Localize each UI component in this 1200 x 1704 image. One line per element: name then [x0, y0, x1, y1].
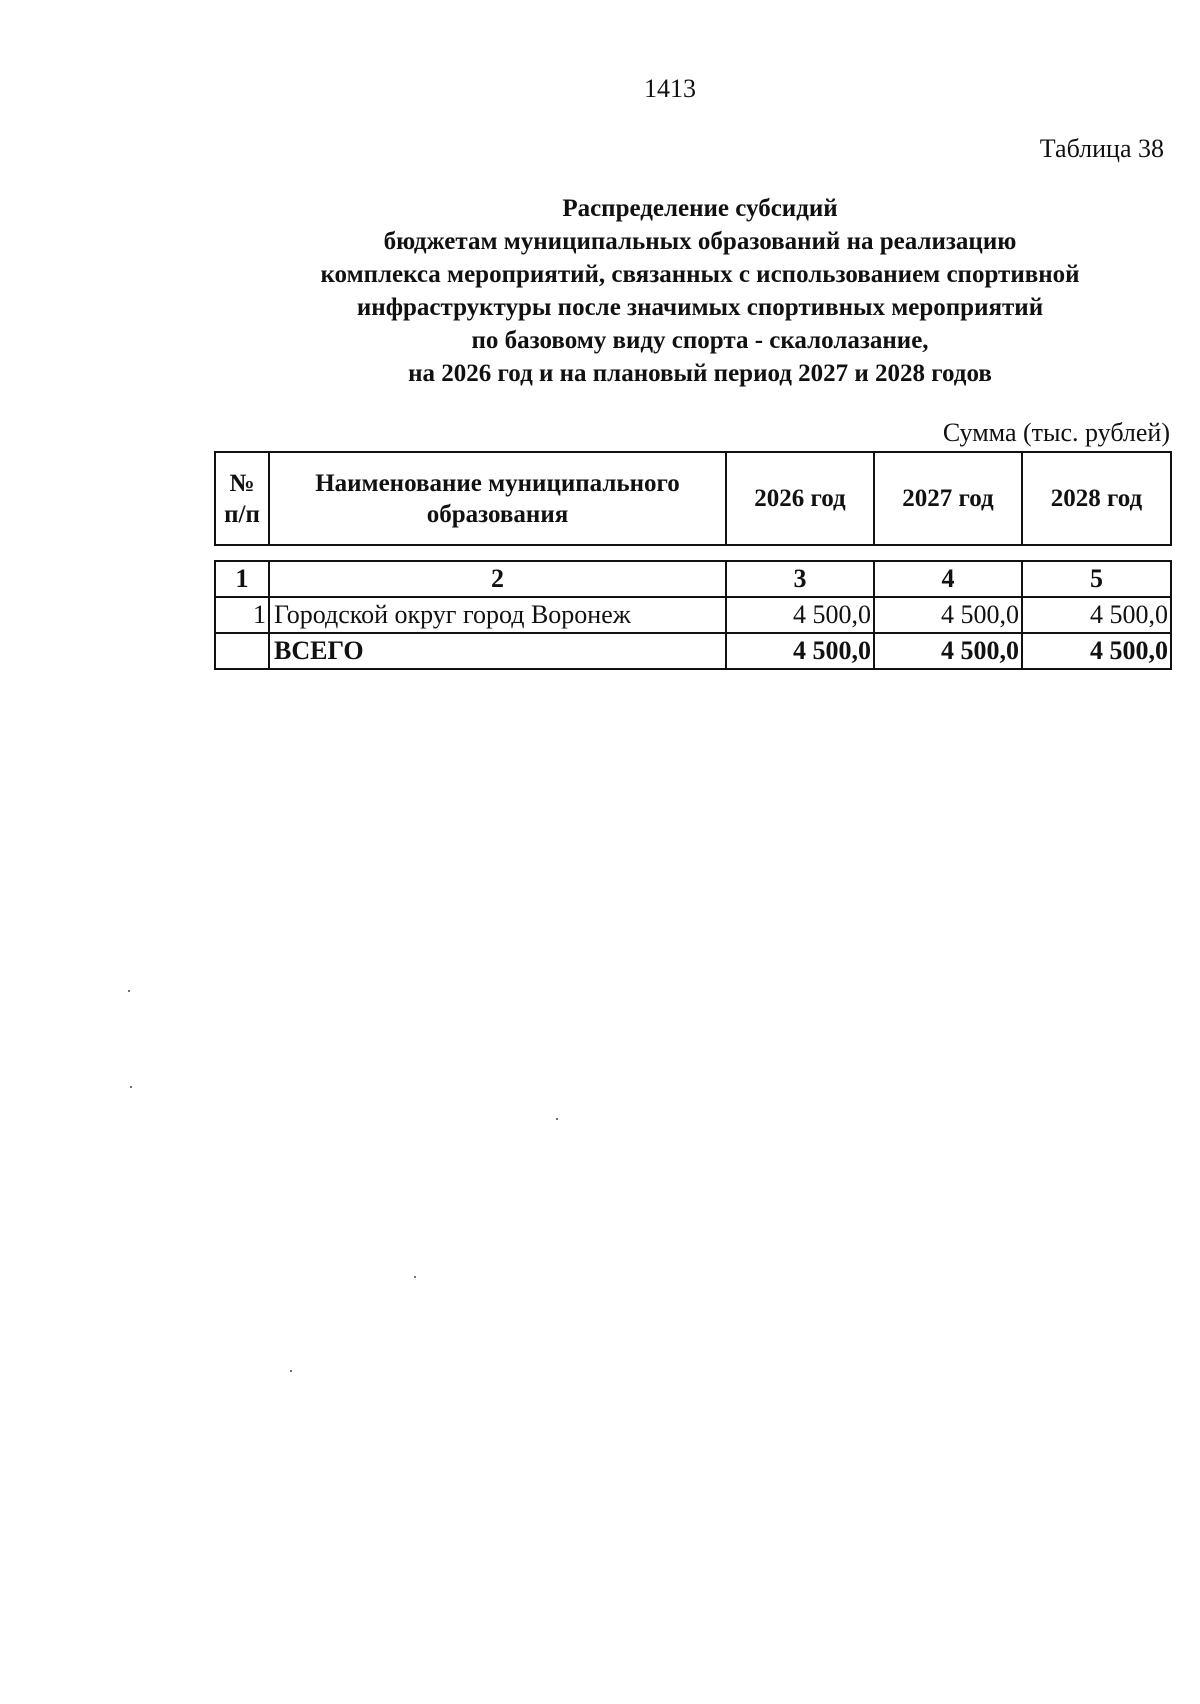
- row-2028: 4 500,0: [1022, 597, 1171, 633]
- data-table: [214, 560, 1172, 670]
- units-label: Сумма (тыс. рублей): [942, 418, 1170, 447]
- table-header: [214, 451, 1172, 546]
- header-2027: 2027 год: [874, 452, 1022, 545]
- title-line-1: Распределение субсидий: [562, 195, 838, 222]
- scan-speck: [290, 1370, 292, 1372]
- scan-speck: [128, 990, 130, 992]
- total-num: [215, 633, 269, 669]
- title-line-6: на 2026 год и на плановый период 2027 и 2028 годов: [408, 360, 992, 387]
- total-2027: 4 500,0: [874, 633, 1022, 669]
- page-number: 1413: [644, 74, 696, 103]
- column-number: 1: [215, 561, 269, 597]
- column-number: 5: [1022, 561, 1171, 597]
- total-2026: 4 500,0: [726, 633, 874, 669]
- column-number: 4: [874, 561, 1022, 597]
- total-row: [215, 633, 1171, 669]
- scan-speck: [556, 1118, 558, 1120]
- document-title: [220, 192, 1180, 390]
- header-num: № п/п: [215, 452, 269, 545]
- table-label: Таблица 38: [1039, 134, 1164, 163]
- column-number: 3: [726, 561, 874, 597]
- row-name: Городской округ город Воронеж: [269, 597, 726, 633]
- header-2028: 2028 год: [1022, 452, 1171, 545]
- row-num: 1: [215, 597, 269, 633]
- scan-speck: [414, 1276, 416, 1278]
- scan-speck: [130, 1086, 132, 1088]
- title-line-5: по базовому виду спорта - скалолазание,: [471, 327, 929, 354]
- title-line-4: инфраструктуры после значимых спортивных мероприятий: [356, 294, 1044, 321]
- header-name: Наименование муниципального образования: [269, 452, 726, 545]
- header-2026: 2026 год: [726, 452, 874, 545]
- title-line-2: бюджетам муниципальных образований на реализацию: [383, 228, 1017, 255]
- column-number: 2: [269, 561, 726, 597]
- table-row: [215, 597, 1171, 633]
- row-2027: 4 500,0: [874, 597, 1022, 633]
- row-2026: 4 500,0: [726, 597, 874, 633]
- total-label: ВСЕГО: [269, 633, 726, 669]
- title-line-3: комплекса мероприятий, связанных с использованием спортивной: [320, 261, 1080, 288]
- total-2028: 4 500,0: [1022, 633, 1171, 669]
- column-number-row: [215, 561, 1171, 597]
